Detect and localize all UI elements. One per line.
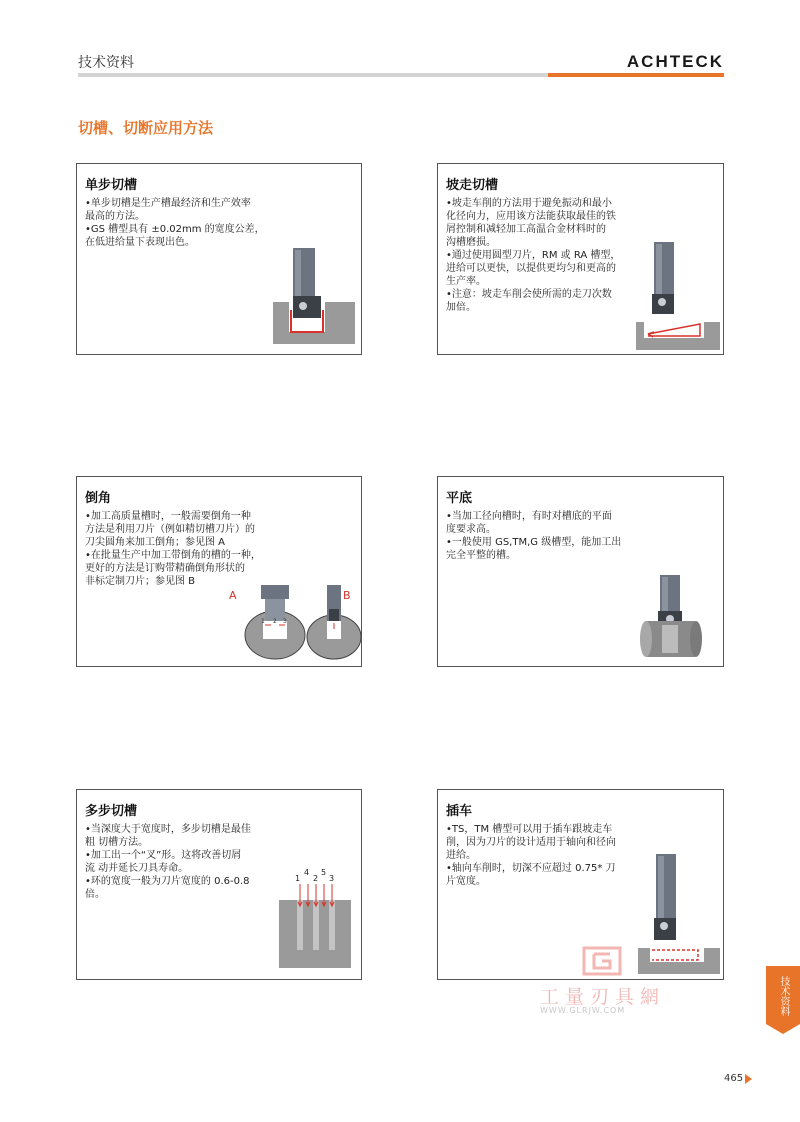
next-page-arrow-icon[interactable] bbox=[745, 1074, 752, 1084]
header-section-label: 技术资料 bbox=[78, 55, 134, 71]
card-chamfer bbox=[76, 476, 362, 667]
text-line: 屑控制和减轻加工高温合金材料时的 bbox=[446, 224, 606, 235]
card-text bbox=[446, 510, 621, 562]
card-title: 多步切槽 bbox=[85, 804, 138, 819]
card-text bbox=[85, 510, 261, 588]
step-number: 1 bbox=[295, 874, 301, 883]
text-line: 最高的方法。 bbox=[85, 211, 145, 222]
text-line: •GS 槽型具有 ±0.02mm 的宽度公差， bbox=[85, 224, 265, 235]
text-line: •通过使用圆型刀片，RM 或 RA 槽型， bbox=[446, 250, 621, 261]
card-ramp-grooving bbox=[437, 163, 724, 355]
text-line: 度要求高。 bbox=[446, 524, 496, 535]
card-title: 倒角 bbox=[85, 491, 112, 506]
text-line: 进给。 bbox=[446, 850, 476, 861]
figure-b-label: B bbox=[343, 589, 351, 602]
watermark-logo-icon bbox=[582, 946, 622, 976]
text-line: 化径向力，应用该方法能获取最佳的铁 bbox=[446, 211, 616, 222]
text-line: 更好的方法是订购带精确倒角形状的 bbox=[85, 563, 245, 574]
page-title: 切槽、切断应用方法 bbox=[78, 119, 214, 137]
card-text bbox=[446, 197, 620, 314]
single-step-grooving-illustration bbox=[269, 248, 361, 348]
text-line: •加工高质量槽时，一般需要倒角一种 bbox=[85, 511, 251, 522]
watermark-url: WWW.GLRJW.COM bbox=[540, 1006, 626, 1015]
text-line: •轴向车削时，切深不应超过 0.75* 刀 bbox=[446, 863, 616, 874]
header-accent-bar bbox=[548, 73, 724, 77]
step-number: 4 bbox=[304, 868, 310, 877]
text-line: •注意：坡走车削会使所需的走刀次数 bbox=[446, 289, 612, 300]
text-line: 沟槽磨损。 bbox=[446, 237, 496, 248]
step-number: 3 bbox=[329, 874, 335, 883]
ramp-grooving-illustration bbox=[634, 242, 722, 352]
brand-logo: ACHTECK bbox=[626, 52, 724, 71]
text-line: 非标定制刀片；参见图 B bbox=[85, 576, 196, 587]
text-line: •在批量生产中加工带倒角的槽的一种， bbox=[85, 550, 261, 561]
step-number: 5 bbox=[321, 868, 327, 877]
text-line: 刀尖圆角来加工倒角；参见图 A bbox=[85, 537, 226, 548]
chamfer-number-2: 2 bbox=[273, 618, 277, 625]
text-line: 方法是利用刀片（例如精切槽刀片）的 bbox=[85, 524, 255, 535]
text-line: •单步切槽是生产槽最经济和生产效率 bbox=[85, 198, 251, 209]
text-line: •坡走车削的方法用于避免振动和最小 bbox=[446, 198, 612, 209]
header-divider bbox=[78, 73, 548, 77]
side-section-tab[interactable] bbox=[766, 966, 800, 1024]
flat-bottom-illustration bbox=[638, 575, 704, 661]
text-line: 加倍。 bbox=[446, 302, 476, 313]
text-line: 粗 切槽方法。 bbox=[85, 837, 149, 848]
card-flat-bottom bbox=[437, 476, 724, 667]
step-number: 2 bbox=[313, 874, 319, 883]
text-line: 倍。 bbox=[85, 889, 105, 900]
text-line: •一般使用 GS,TM,G 级槽型，能加工出 bbox=[446, 537, 622, 548]
card-plunge-turning bbox=[437, 789, 724, 980]
chamfer-figure-b bbox=[305, 585, 363, 661]
card-multi-step-grooving bbox=[76, 789, 362, 980]
text-line: 生产率。 bbox=[446, 276, 486, 287]
card-text bbox=[446, 823, 616, 888]
card-title: 平底 bbox=[446, 491, 473, 506]
text-line: •环的宽度一般为刀片宽度的 0.6-0.8 bbox=[85, 876, 250, 887]
card-title: 插车 bbox=[446, 804, 473, 819]
text-line: •加工出一个“叉”形。这将改善切屑 bbox=[85, 850, 242, 861]
plunge-turning-illustration bbox=[636, 854, 722, 976]
chamfer-number-1: 1 bbox=[261, 618, 265, 625]
text-line: •TS，TM 槽型可以用于插车跟坡走车 bbox=[446, 824, 613, 835]
card-single-step-grooving bbox=[76, 163, 362, 355]
text-line: 完全平整的槽。 bbox=[446, 550, 516, 561]
figure-a-label: A bbox=[229, 589, 237, 602]
card-title: 坡走切槽 bbox=[446, 178, 499, 193]
text-line: 流 动并延长刀具寿命。 bbox=[85, 863, 189, 874]
card-title: 单步切槽 bbox=[85, 178, 138, 193]
side-tab-notch bbox=[766, 1024, 800, 1034]
text-line: 片宽度。 bbox=[446, 876, 486, 887]
text-line: 削，因为刀片的设计适用于轴向和径向 bbox=[446, 837, 616, 848]
watermark-text: 工量刃具網 bbox=[540, 986, 666, 1008]
text-line: •当加工径向槽时，有时对槽底的平面 bbox=[446, 511, 612, 522]
text-line: 进给可以更快，以提供更均匀和更高的 bbox=[446, 263, 616, 274]
side-tab-label: 技术资料 bbox=[778, 976, 789, 1016]
card-text bbox=[85, 197, 265, 249]
text-line: •当深度大于宽度时，多步切槽是最佳 bbox=[85, 824, 251, 835]
chamfer-number-3: 3 bbox=[283, 618, 287, 625]
text-line: 在低进给量下表现出色。 bbox=[85, 237, 195, 248]
page-number: 465 bbox=[724, 1073, 744, 1084]
multi-step-grooving-illustration bbox=[279, 884, 353, 970]
card-text bbox=[85, 823, 251, 901]
